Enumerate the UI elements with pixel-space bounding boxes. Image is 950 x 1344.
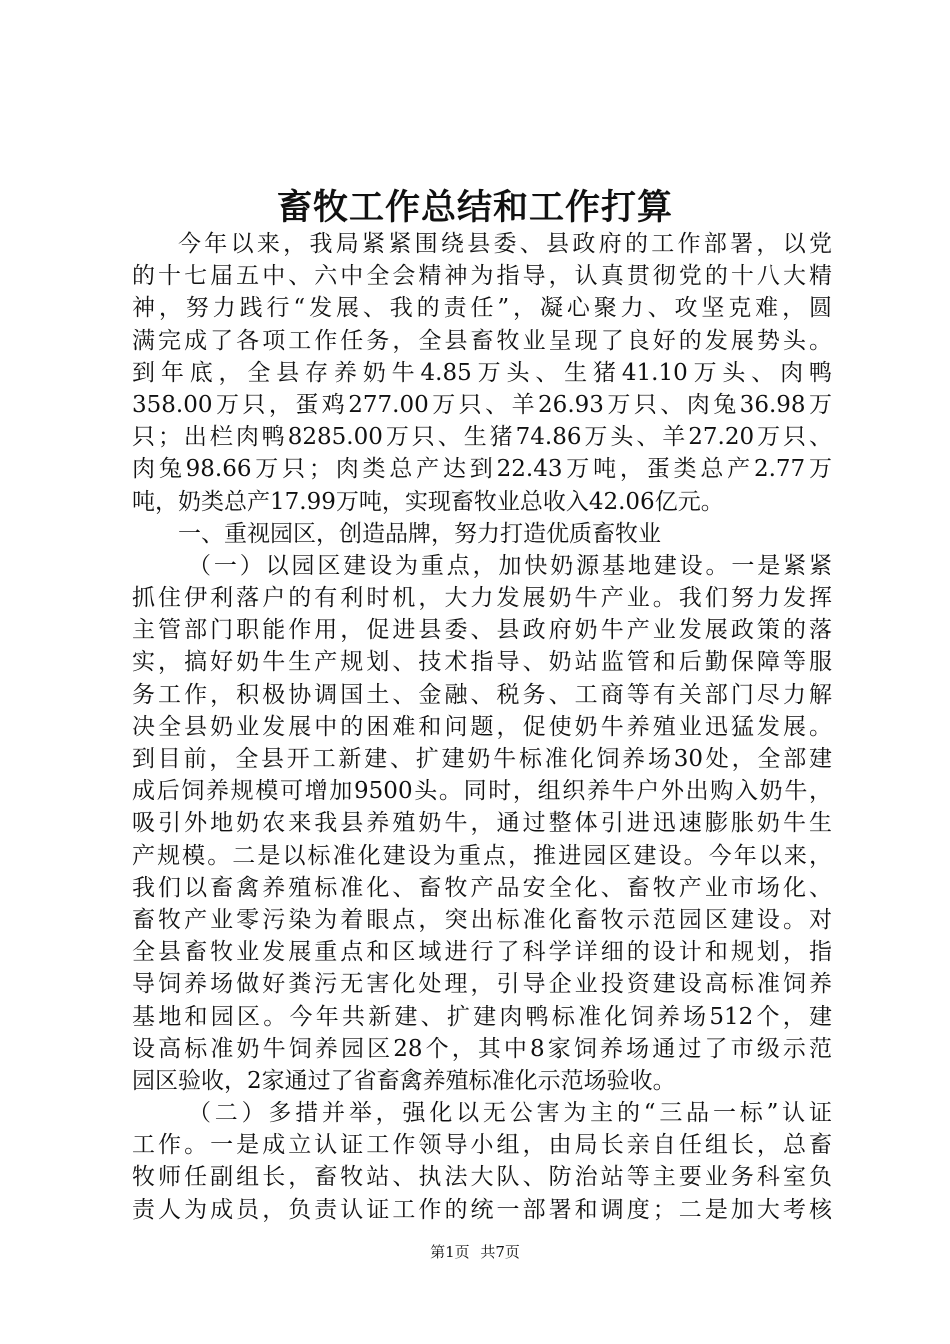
paragraph-line: 的十七届五中、六中全会精神为指导，认真贯彻党的十八大精 xyxy=(132,263,832,290)
paragraph-line: （二）多措并举，强化以无公害为主的“三品一标”认证 xyxy=(188,1100,832,1127)
paragraph-line: 358.00万只，蛋鸡277.00万只、羊26.93万只、肉兔36.98万 xyxy=(132,391,832,418)
paragraph-line: 决全县奶业发展中的困难和问题，促使奶牛养殖业迅猛发展。 xyxy=(132,713,832,740)
paragraph-line: 务工作，积极协调国土、金融、税务、工商等有关部门尽力解 xyxy=(132,681,832,708)
section-heading: 一、重视园区，创造品牌，努力打造优质畜牧业 xyxy=(178,520,661,547)
paragraph-line: 成后饲养规模可增加9500头。同时，组织养牛户外出购入奶牛， xyxy=(132,778,832,805)
paragraph-line: 产规模。二是以标准化建设为重点，推进园区建设。今年以来， xyxy=(132,842,832,869)
paragraph-line: 工作。一是成立认证工作领导小组，由局长亲自任组长，总畜 xyxy=(132,1132,832,1159)
paragraph-line: 到目前，全县开工新建、扩建奶牛标准化饲养场30处，全部建 xyxy=(132,746,832,772)
paragraph-line: 设高标准奶牛饲养园区28个，其中8家饲养场通过了市级示范 xyxy=(132,1035,832,1062)
paragraph-line: （一）以园区建设为重点，加快奶源基地建设。一是紧紧 xyxy=(188,552,832,579)
paragraph-line: 我们以畜禽养殖标准化、畜牧产品安全化、畜牧产业市场化、 xyxy=(132,874,832,901)
paragraph-line: 到年底，全县存养奶牛4.85万头、生猪41.10万头、肉鸭 xyxy=(132,359,832,386)
paragraph-line: 实，搞好奶牛生产规划、技术指导、奶站监管和后勤保障等服 xyxy=(132,649,832,676)
paragraph-line: 基地和园区。今年共新建、扩建肉鸭标准化饲养场512个，建 xyxy=(132,1003,832,1030)
page-number: 第1页 xyxy=(430,1243,470,1261)
paragraph-line: 吸引外地奶农来我县养殖奶牛，通过整体引进迅速膨胀奶牛生 xyxy=(132,810,832,837)
paragraph-line: 只；出栏肉鸭8285.00万只、生猪74.86万头、羊27.20万只、 xyxy=(132,424,832,451)
document-body xyxy=(132,228,832,1226)
page-footer xyxy=(0,1242,950,1262)
paragraph-line: 满完成了各项工作任务，全县畜牧业呈现了良好的发展势头。 xyxy=(132,327,832,354)
paragraph-line: 责人为成员，负责认证工作的统一部署和调度；二是加大考核 xyxy=(132,1196,832,1223)
paragraph-line: 全县畜牧业发展重点和区域进行了科学详细的设计和规划，指 xyxy=(132,939,832,966)
paragraph-line: 畜牧产业零污染为着眼点，突出标准化畜牧示范园区建设。对 xyxy=(132,906,832,933)
paragraph-line: 抓住伊利落户的有利时机，大力发展奶牛产业。我们努力发挥 xyxy=(132,585,832,612)
page-total: 共7页 xyxy=(480,1243,520,1261)
paragraph-line: 导饲养场做好粪污无害化处理，引导企业投资建设高标准饲养 xyxy=(132,971,832,998)
document-title: 畜牧工作总结和工作打算 xyxy=(276,187,673,228)
paragraph-line: 今年以来，我局紧紧围绕县委、县政府的工作部署，以党 xyxy=(178,231,832,257)
paragraph-line: 神，努力践行“发展、我的责任”，凝心聚力、攻坚克难，圆 xyxy=(132,295,832,322)
paragraph-line: 园区验收，2家通过了省畜禽养殖标准化示范场验收。 xyxy=(132,1067,676,1094)
paragraph-line: 主管部门职能作用，促进县委、县政府奶牛产业发展政策的落 xyxy=(132,617,832,644)
paragraph-line: 吨，奶类总产17.99万吨，实现畜牧业总收入42.06亿元。 xyxy=(132,488,724,515)
paragraph-line: 牧师任副组长，畜牧站、执法大队、防治站等主要业务科室负 xyxy=(132,1164,832,1191)
paragraph-line: 肉兔98.66万只；肉类总产达到22.43万吨，蛋类总产2.77万 xyxy=(132,456,832,483)
